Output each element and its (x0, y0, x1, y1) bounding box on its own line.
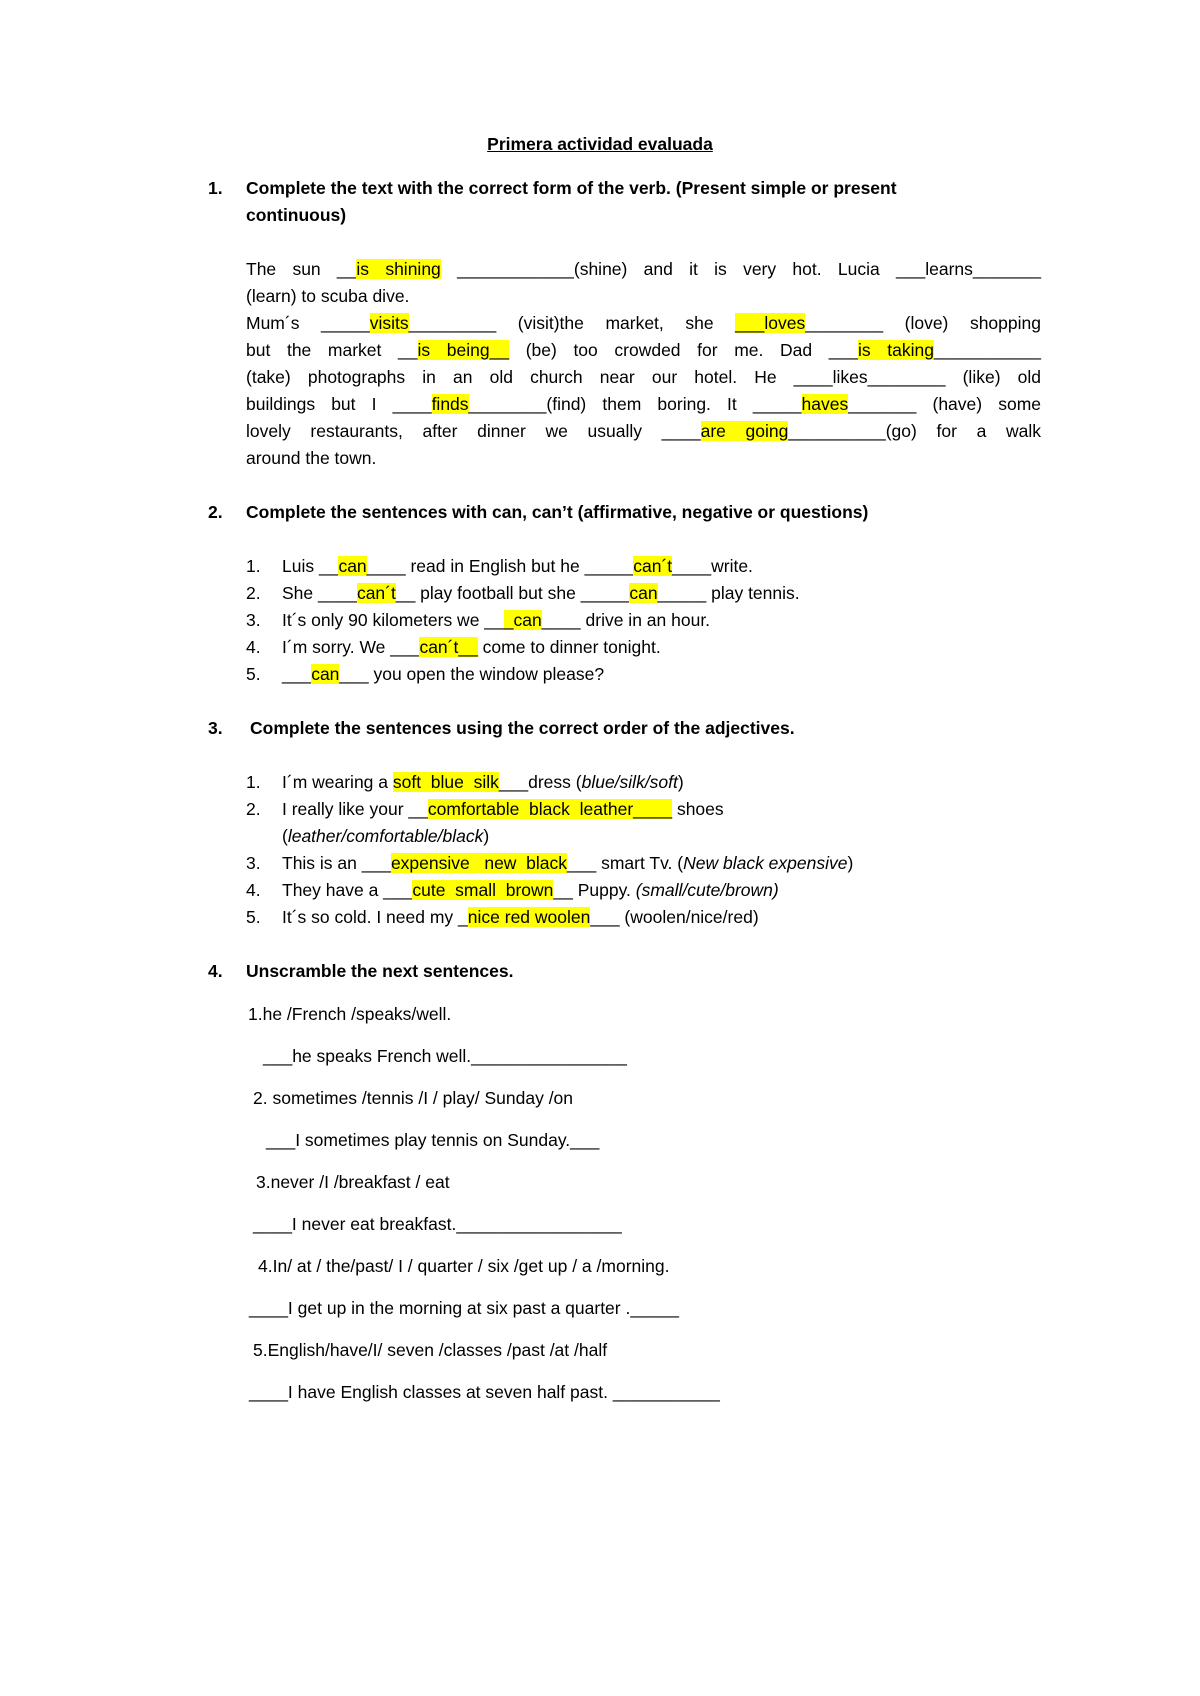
s2-item-1-text: Luis __can____ read in English but he _____can´t____write. (282, 556, 753, 576)
s2-item-5-text: ___can___ you open the window please? (282, 664, 605, 684)
page-title: Primera actividad evaluada (487, 134, 713, 154)
section-2-heading: Complete the sentences with can, can’t (affirmative, negative or questions) (246, 502, 869, 522)
s3-item-2-num: 2. (246, 799, 261, 819)
section-1-heading: Complete the text with the correct form of the verb. (Present simple or present (246, 178, 897, 198)
s3-item-5-num: 5. (246, 907, 261, 927)
s1-line-7: lovely restaurants, after dinner we usually ____are going__________(go) for a walk (246, 421, 1041, 441)
s4-answer-1: ___he speaks French well.________________ (263, 1046, 627, 1066)
s2-item-4-text: I´m sorry. We ___can´t__ come to dinner tonight. (282, 637, 661, 657)
s4-answer-4: ____I get up in the morning at six past a quarter ._____ (249, 1298, 680, 1318)
s1-line-5: (take) photographs in an old church near our hotel. He ____likes________ (like) old (246, 367, 1041, 387)
s2-item-3-text: It´s only 90 kilometers we ___can____ drive in an hour. (282, 610, 711, 630)
s1-line-3: Mum´s _____visits_________ (visit)the market, she ___loves________ (love) shopping (246, 313, 1041, 333)
s1-line-1: The sun __is shining ____________(shine) and it is very hot. Lucia ___learns_______ (246, 259, 1042, 279)
s4-answer-2: ___I sometimes play tennis on Sunday.___ (266, 1130, 600, 1150)
s1-line-8: around the town. (246, 448, 377, 468)
s1-line-4: but the market __is being__ (be) too crowded for me. Dad ___is taking___________ (246, 340, 1041, 360)
section-1-heading-cont: continuous) (246, 205, 347, 225)
s3-item-2-text: I really like your __comfortable black leather____ shoes (282, 799, 724, 819)
s3-item-5-text: It´s so cold. I need my _nice red woolen___ (woolen/nice/red) (282, 907, 759, 927)
section-1-number: 1. (208, 178, 223, 198)
section-3-heading: Complete the sentences using the correct order of the adjectives. (250, 718, 795, 738)
s2-item-4: 4. (246, 637, 261, 657)
s4-prompt-4: 4.In/ at / the/past/ I / quarter / six /get up / a /morning. (258, 1256, 670, 1276)
s2-item-5: 5. (246, 664, 261, 684)
s3-item-2-cont: (leather/comfortable/black) (282, 826, 490, 846)
s4-prompt-3: 3.never /I /breakfast / eat (256, 1172, 450, 1192)
s4-prompt-2: 2. sometimes /tennis /I / play/ Sunday /on (253, 1088, 574, 1108)
section-3-number: 3. (208, 718, 223, 738)
s3-item-3-num: 3. (246, 853, 261, 873)
s2-item-1: 1. (246, 556, 261, 576)
s2-item-2-text: She ____can´t__ play football but she _____can_____ play tennis. (282, 583, 800, 603)
s2-item-2: 2. (246, 583, 261, 603)
section-2-number: 2. (208, 502, 223, 522)
s4-prompt-5: 5.English/have/I/ seven /classes /past /at /half (253, 1340, 608, 1360)
s4-prompt-1: 1.he /French /speaks/well. (248, 1004, 452, 1024)
s3-item-3-text: This is an ___expensive new black___ smart Tv. (New black expensive) (282, 853, 854, 873)
section-4-number: 4. (208, 961, 223, 981)
s3-item-4-text: They have a ___cute small brown__ Puppy. (small/cute/brown) (282, 880, 779, 900)
s3-item-1-num: 1. (246, 772, 261, 792)
s4-answer-3: ____I never eat breakfast._________________ (253, 1214, 622, 1234)
s4-answer-5: ____I have English classes at seven half past. ___________ (249, 1382, 720, 1402)
s1-line-2: (learn) to scuba dive. (246, 286, 410, 306)
s2-item-3: 3. (246, 610, 261, 630)
s3-item-1-text: I´m wearing a soft blue silk___dress (blue/silk/soft) (282, 772, 684, 792)
s3-item-4-num: 4. (246, 880, 261, 900)
section-4-heading: Unscramble the next sentences. (246, 961, 514, 981)
s1-line-6: buildings but I ____finds________(find) them boring. It _____haves_______ (have) some (246, 394, 1042, 414)
